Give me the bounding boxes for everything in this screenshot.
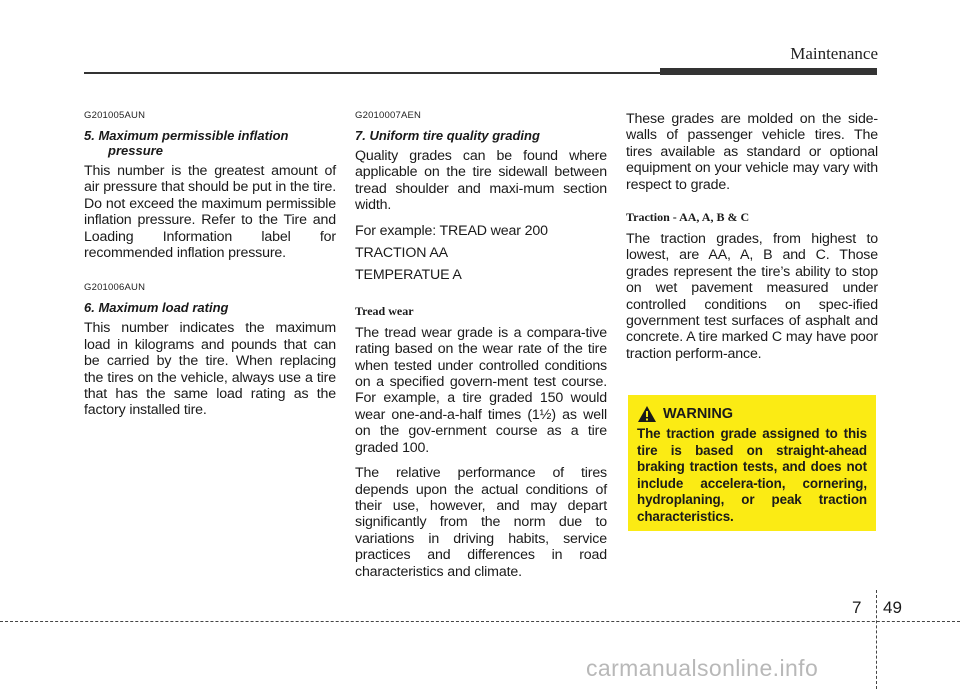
page-number: 49 [883, 598, 902, 617]
paragraph-max-inflation: This number is the greatest amount of air pressure that should be put in the tire. Do not exceed the maximum permissible inflation pressure. Refer to the Tire and Loading Information label for recommended inflation pressure. [84, 163, 336, 262]
header-rule-thick [660, 68, 877, 75]
column-middle [355, 110, 607, 589]
warning-triangle-icon [637, 405, 657, 423]
column-right [626, 111, 878, 371]
warning-text: The traction grade assigned to this tire is based on straight-ahead braking traction tests, and does not include accelera-tion, cornering, hydroplaning, or peak traction characteristics. [637, 426, 867, 524]
header-section-title: Maintenance [790, 44, 878, 63]
section-code: G201005AUN [84, 110, 146, 121]
paragraph-relative-performance: The relative performance of tires depends upon the actual conditions of their use, however, and may depart significantly from the norm due to variations in driving habits, service practices and differences in road characteristics and climate. [355, 465, 607, 580]
column-left [84, 110, 336, 428]
example-line: TEMPERATUE A [355, 267, 462, 284]
footer-divider [876, 590, 877, 689]
paragraph-utqg-intro: Quality grades can be found where applicable on the tire sidewall between tread shoulder and maxi-mum section width. [355, 148, 607, 214]
warning-box [628, 395, 876, 531]
section-heading-max-load: 6. Maximum load rating [84, 300, 229, 316]
watermark: carmanualsonline.info [586, 655, 819, 681]
subheading-traction: Traction - AA, A, B & C [626, 210, 750, 225]
paragraph-grades-molded: These grades are molded on the side-walls of passenger vehicle tires. The tires available as standard or optional equipment on your vehicle may vary with respect to grade. [626, 111, 878, 193]
header-rule [84, 72, 660, 74]
subheading-tread-wear: Tread wear [355, 303, 414, 318]
section-heading-max-inflation [84, 128, 336, 158]
section-title-line1: Maximum permissible inflation [98, 128, 289, 143]
paragraph-max-load: This number indicates the maximum load in kilograms and pounds that can be carried by the tire. When replacing the tires on the vehicle, always use a tire that has the same load rating as the factory installed tire. [84, 320, 336, 419]
chapter-number: 7 [852, 598, 862, 617]
section-code: G2010007AEN [355, 110, 422, 121]
warning-title [637, 405, 867, 423]
paragraph-traction: The traction grades, from highest to lowest, are AA, A, B and C. Those grades represent the tire’s ability to stop on wet pavement measured under controlled conditions on spec-ified government test surfaces of asphalt and concrete. A tire marked C may have poor traction perform-ance. [626, 231, 878, 362]
section-code: G201006AUN [84, 282, 146, 294]
section-number: 5. [84, 128, 95, 143]
section-title-line2: pressure [108, 143, 163, 158]
example-line: TRACTION AA [355, 245, 448, 262]
warning-label: WARNING [663, 406, 734, 422]
section-heading-utqg: 7. Uniform tire quality grading [355, 128, 540, 143]
footer-rule [0, 621, 960, 622]
example-line: For example: TREAD wear 200 [355, 222, 548, 239]
paragraph-tread-wear: The tread wear grade is a compara-tive rating based on the wear rate of the tire when tested under controlled conditions on a specified govern-ment test course. For example, a tire graded 150 would wear one-and-a-half times (1½) as well on the gov-ernment course as a tire graded 100. [355, 324, 607, 456]
